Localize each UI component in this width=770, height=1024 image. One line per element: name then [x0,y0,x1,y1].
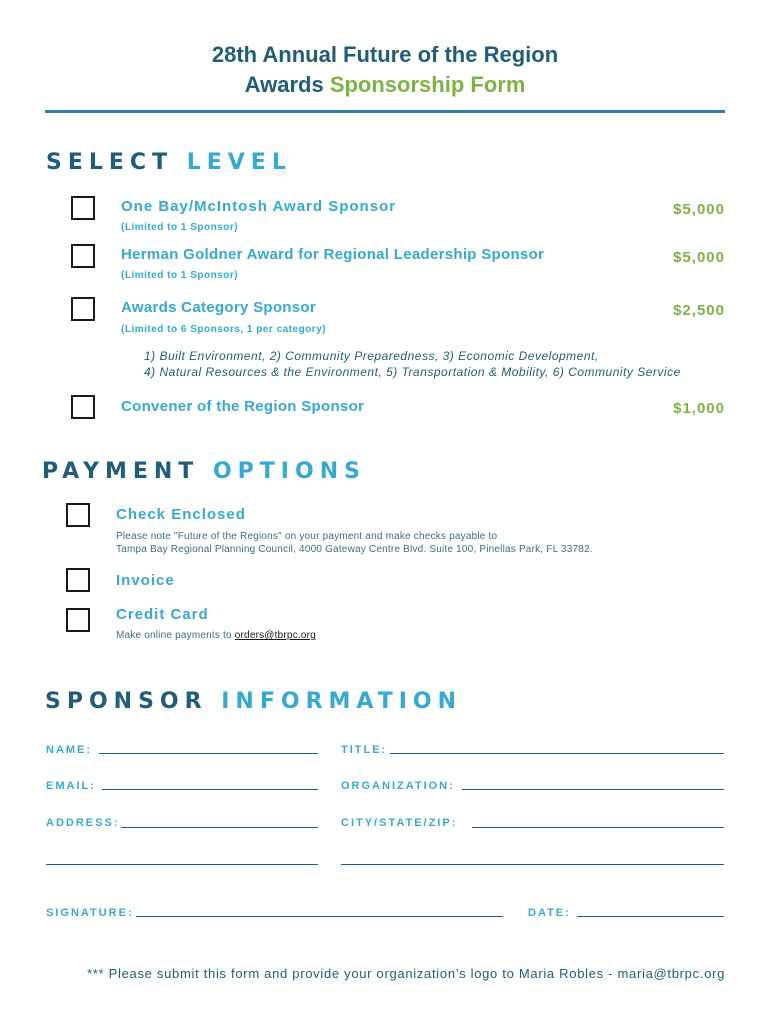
option-herman-goldner-limit: (Limited to 1 Sponsor) [121,270,239,281]
title-sponsorship-form: Sponsorship Form [329,72,526,97]
city-state-zip-field-line2[interactable] [341,864,724,865]
payment-credit-note [116,629,316,642]
option-awards-category-price: $2,500 [673,302,725,319]
date-label: DATE: [528,907,571,919]
section-select-level-b: LEVEL [186,150,292,175]
option-one-bay-mcintosh-price: $5,000 [673,201,725,218]
section-select-level [46,150,292,175]
checkbox-awards-category[interactable] [71,297,95,321]
form-title-line1: 28th Annual Future of the Region [211,42,559,67]
payment-check-note-line2: Tampa Bay Regional Planning Council, 4000 Gateway Centre Blvd. Suite 100, Pinellas Park, FL 33782. [116,544,593,555]
option-herman-goldner-label: Herman Goldner Award for Regional Leadership Sponsor [121,246,545,263]
form-title-line2 [0,72,770,98]
address-field-line2[interactable] [46,864,318,865]
signature-field[interactable] [136,916,503,917]
option-one-bay-mcintosh-limit: (Limited to 1 Sponsor) [121,222,239,233]
payment-check-label: Check Enclosed [116,506,246,523]
title-awards: Awards [244,72,330,97]
organization-field[interactable] [462,789,724,790]
city-state-zip-field[interactable] [472,827,724,828]
checkbox-herman-goldner[interactable] [71,244,95,268]
submission-footer-note: *** Please submit this form and provide your organization’s logo to Maria Robles - maria@tbrpc.org [87,966,725,981]
title-field[interactable] [390,753,724,754]
payment-invoice-label: Invoice [116,572,175,589]
name-field[interactable] [99,753,318,754]
title-label: TITLE: [341,744,388,756]
organization-label: ORGANIZATION: [341,780,455,792]
option-one-bay-mcintosh-label: One Bay/McIntosh Award Sponsor [121,198,397,215]
option-awards-category-label: Awards Category Sponsor [121,299,317,316]
section-sponsor-information-b: INFORMATION [221,689,463,714]
header-divider [45,110,725,113]
date-field[interactable] [577,916,724,917]
option-awards-category-limit: (Limited to 6 Sponsors, 1 per category) [121,324,327,335]
email-label: EMAIL: [46,780,96,792]
payment-credit-note-text: Make online payments to [116,630,235,641]
section-payment-options-b: OPTIONS [212,459,366,484]
option-convener-label: Convener of the Region Sponsor [121,398,365,415]
payment-check-note-line1: Please note "Future of the Regions" on your payment and make checks payable to [116,531,498,542]
name-label: NAME: [46,744,93,756]
section-sponsor-information [45,689,462,714]
checkbox-convener[interactable] [71,395,95,419]
checkbox-credit-card[interactable] [66,608,90,632]
payment-credit-label: Credit Card [116,606,209,623]
section-payment-options-a: PAYMENT [42,459,213,484]
option-herman-goldner-price: $5,000 [673,249,725,266]
city-state-zip-label: CITY/STATE/ZIP: [341,817,458,829]
section-payment-options [42,459,366,484]
section-sponsor-information-a: SPONSOR [45,689,222,714]
address-field[interactable] [121,827,318,828]
section-select-level-a: SELECT [46,150,187,175]
option-convener-price: $1,000 [673,400,725,417]
checkbox-check-enclosed[interactable] [66,503,90,527]
checkbox-invoice[interactable] [66,568,90,592]
signature-label: SIGNATURE: [46,907,134,919]
email-field[interactable] [102,789,318,790]
orders-email-link[interactable]: orders@tbrpc.org [234,630,316,641]
checkbox-one-bay-mcintosh[interactable] [71,196,95,220]
category-list-line2: 4) Natural Resources & the Environment, 5) Transportation & Mobility, 6) Community Service [144,365,681,379]
category-list-line1: 1) Built Environment, 2) Community Preparedness, 3) Economic Development, [144,349,599,363]
address-label: ADDRESS: [46,817,120,829]
